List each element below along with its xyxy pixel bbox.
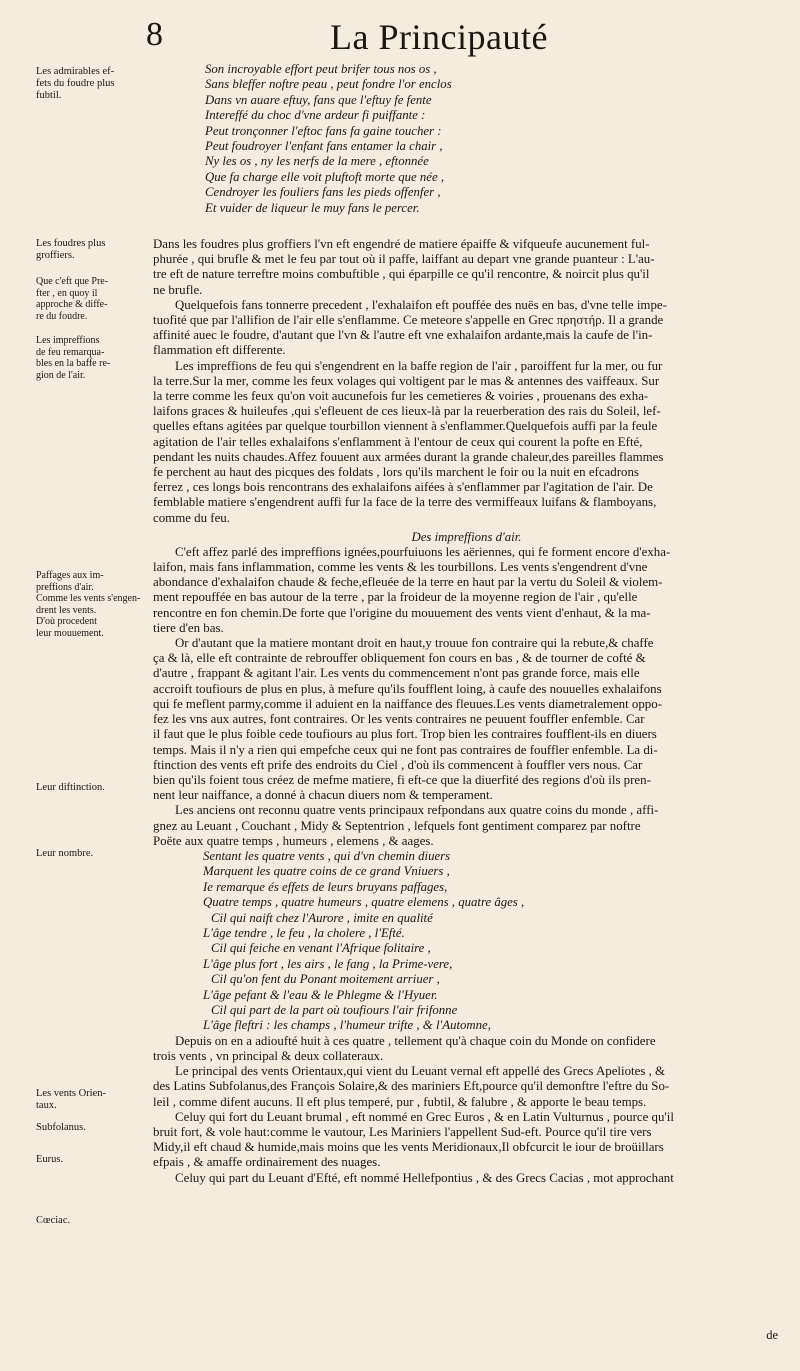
margin-note: Leur diftinction. bbox=[36, 782, 105, 793]
verse-line: L'âge plus fort , les airs , le fang , la Prime-vere, bbox=[203, 956, 453, 971]
margin-note: Eurus. bbox=[36, 1154, 64, 1165]
verse-line: L'âge pefant & l'eau & le Phlegme & l'Hyuer. bbox=[203, 987, 438, 1002]
text-line: temps. Mais il n'y a rien qui empefche ceux qui ne font pas contraires de fouffler enfemble. La di- bbox=[153, 742, 658, 757]
verse-line: L'âge tendre , le feu , la cholere , l'Efté. bbox=[203, 925, 405, 940]
text-line: Midy,il eft chaud & humide,mais moins que les vents Meridionaux,Il obfcurcit le iour de broüillars bbox=[153, 1140, 664, 1155]
margin-note: Les foudres plus groffiers. bbox=[36, 238, 106, 261]
verse-line: Dans vn auare eftuy, fans que l'eftuy fe fente bbox=[205, 92, 432, 107]
text-line: pendant les nuits chaudes.Affez fouuent aux armées durant la grande chaleur,des pareilles flammes bbox=[153, 449, 664, 464]
page-number: 8 bbox=[146, 16, 163, 53]
text-line: bien qu'ils foient tous créez de mefme matiere, fi eft-ce que la diuerfité des regions d'où ils pren- bbox=[153, 772, 651, 787]
text-line: femblable matiere s'engendrent auffi fur la face de la terre des vermiffeaux luifans & flamboyans, bbox=[153, 495, 657, 510]
text-line: quelles eftans agitées par quelque tourbillon viennent à s'enflammer.Quelquefois auffi par la feule bbox=[153, 419, 658, 434]
verse-line: Quatre temps , quatre humeurs , quatre elemens , quatre âges , bbox=[203, 895, 525, 910]
text-line: flammation eft differente. bbox=[153, 343, 286, 358]
text-line: qui fe meflent parmy,comme il aduient en la naiffance des fleuues.Les vents diametralement oppo- bbox=[153, 696, 662, 711]
text-line: tre eft de nature terreftre moins combuftible , qui éparpille ce qu'il rencontre, & noircit plus qu'il bbox=[153, 267, 650, 282]
verse-line: Cil qui part de la part où toufiours l'air frifonne bbox=[211, 1002, 458, 1017]
text-line: Celuy qui part du Leuant d'Efté, eft nommé Hellefpontius , & des Grecs Cacias , mot approchant bbox=[175, 1170, 674, 1185]
text-line: Les impreffions de feu qui s'engendrent en la baffe region de l'air , paroiffent fur la mer, ou fur bbox=[175, 358, 663, 373]
verse-line: Ny les os , ny les nerfs de la mere , eftonnée bbox=[205, 154, 429, 169]
paragraph-text bbox=[153, 636, 780, 803]
text-line: Depuis on en a adioufté huit à ces quatre , tellement qu'à chaque coin du Monde on confidere bbox=[175, 1033, 656, 1048]
margin-note: Les admirables ef- fets du foudre plus fubtil. bbox=[36, 66, 115, 101]
verse-line: Peut tronçonner l'eftoc fans fa gaine toucher : bbox=[205, 123, 442, 138]
verse-line: Sentant les quatre vents , qui d'vn chemin diuers bbox=[203, 848, 451, 863]
verse-line: Cil qui feiche en venant l'Afrique folitaire , bbox=[211, 941, 431, 956]
text-line: Quelquefois fans tonnerre precedent , l'exhalaifon eft pouffée des nuës en bas, d'vne telle impe- bbox=[175, 297, 667, 312]
text-line: la terre comme les feux qu'on voit aucunefois fur les cemetieres & voiries , prouenans des exha- bbox=[153, 389, 649, 404]
verse-line: Son incroyable effort peut brifer tous nos os , bbox=[205, 62, 437, 76]
paragraph-text bbox=[153, 803, 780, 849]
paragraph-text bbox=[153, 298, 780, 359]
text-line: comme du feu. bbox=[153, 510, 230, 525]
text-line: trois vents , vn principal & deux collateraux. bbox=[153, 1049, 384, 1063]
text-line: bruit fort, & vole haut:comme le vautour, Les Mariniers l'appellent Sud-eft. Pource qu'il tire vers bbox=[153, 1125, 652, 1140]
text-line: Or d'autant que la matiere montant droit en haut,y trouue fon contraire qui la rebute,& chaffe bbox=[175, 636, 654, 651]
verse-line: Que fa charge elle voit pluftoft morte que née , bbox=[205, 169, 445, 184]
paragraph-text bbox=[153, 359, 780, 526]
verse-line: Ie remarque és effets de leurs bruyans paffages, bbox=[203, 879, 448, 894]
text-line: abondance d'exhalaifon chaude & feche,efleuée de la terre en haut par la vertu du Soleil & violem- bbox=[153, 575, 663, 590]
text-line: nent leur naiffance, a donné à chacun diuers nom & temperament. bbox=[153, 788, 493, 803]
paragraph-text bbox=[153, 1034, 780, 1064]
text-line: d'autre , frappant & agitant l'air. Les vents du commencement n'ont pas grande force, mais elle bbox=[153, 666, 640, 681]
running-title: La Principauté bbox=[330, 17, 548, 57]
verse-block-2 bbox=[153, 849, 780, 1034]
text-line: la terre.Sur la mer, comme les feux volages qui voltigent par le mas & antennes des vaiffeaux. Sur bbox=[153, 373, 660, 388]
text-line: des Latins Subfolanus,des François Solaire,& des mariniers Eft,pource qu'il demonftre l'eftre du So- bbox=[153, 1079, 670, 1094]
text-line: ferrez , ces longs bois rencontrans des exhalaifons aifées à s'enflammer par l'agitation de l'air. De bbox=[153, 480, 653, 495]
verse-line: Et vuider de liqueur le muy fans le percer. bbox=[205, 200, 420, 215]
verse-line: Marquent les quatre coins de ce grand Vniuers , bbox=[203, 864, 450, 879]
text-line: ment repouffée en bas autour de la terre , par la froideur de la moyenne region de l'air , qu'elle bbox=[153, 590, 638, 605]
verse-line: Intereffé du choc d'vne ardeur fi puiffante : bbox=[205, 108, 426, 123]
paragraph-text bbox=[153, 1064, 780, 1110]
text-line: Les anciens ont reconnu quatre vents principaux refpondans aux quatre coins du monde , affi- bbox=[175, 803, 659, 818]
text-line: Dans les foudres plus groffiers l'vn eft engendré de matiere épaiffe & vifqueufe aucunement ful- bbox=[153, 237, 650, 251]
verse-block-1 bbox=[205, 62, 765, 216]
text-line: leil , comme difent aucuns. Il eft plus temperé, pur , fubtil, & falubre , & apporte le beau temps. bbox=[153, 1094, 647, 1109]
text-line: fe perchent au haut des picques des foldats , lors qu'ils marchent le foir ou la nuit en efcadrons bbox=[153, 465, 639, 480]
text-line: tiere d'en bas. bbox=[153, 620, 224, 635]
margin-note: Cœciac. bbox=[36, 1215, 71, 1226]
text-line: rencontre en fon chemin.De forte que l'origine du mouuement des vents vient d'enhaut, & la ma- bbox=[153, 605, 651, 620]
text-line: gnez au Leuant , Couchant , Midy & Septentrion , lefquels font gentiment comparez par noftre bbox=[153, 818, 641, 833]
paragraph-text bbox=[153, 545, 780, 636]
margin-note: Leur nombre. bbox=[36, 848, 94, 859]
text-line: C'eft affez parlé des impreffions ignées,pourfuiuons les aëriennes, qui fe forment encore d'exha- bbox=[175, 544, 671, 559]
text-line: ftinction des vents eft prife des endroits du Ciel , d'où ils commencent à fouffler vers nous. Car bbox=[153, 757, 643, 772]
paragraph bbox=[153, 237, 780, 1186]
paragraph-text bbox=[153, 1110, 780, 1171]
paragraph-text bbox=[153, 237, 780, 298]
text-line: Celuy qui fort du Leuant brumal , eft nommé en Grec Euros , & en Latin Vulturnus , pource qu'il bbox=[175, 1109, 674, 1124]
text-line: Le principal des vents Orientaux,qui vient du Leuant vernal eft appellé des Grecs Apeliotes , & bbox=[175, 1064, 666, 1079]
text-line: il faut que le plus foible cede toufiours au plus fort. Trop bien les contraires foufflent-ils en diuers bbox=[153, 727, 657, 742]
paragraph-text bbox=[153, 1171, 780, 1186]
text-line: efpais , & amaffe ordinairement des nuages. bbox=[153, 1155, 381, 1170]
margin-note: Que c'eft que Pre- fter , en quoy il approche & diffe- re du foudre. bbox=[36, 276, 109, 322]
verse-line: Cil qui naift chez l'Aurore , imite en qualité bbox=[211, 910, 433, 925]
text-line: Poëte aux quatre temps , humeurs , elemens , & aages. bbox=[153, 833, 434, 848]
text-line: affinité auec le foudre, d'autant que l'vn & l'autre eft vne exhalaifon ardante,mais la caufe de l'in- bbox=[153, 328, 653, 343]
text-line: laifons graces & huileufes ,qui s'efleuent de ces lieux-là par la reuerberation des rais du Soleil, lef- bbox=[153, 404, 661, 419]
text-line: accroift toufiours de plus en plus, à mefure qu'ils foufflent loing, à caufe des nouuelles exhalaifons bbox=[153, 681, 662, 696]
text-line: fez les vns aux autres, font contraires. Or les vents contraires ne peuuent fouffler enfemble. Car bbox=[153, 712, 645, 727]
text-line: ça & là, elle eft contrainte de rebrouffer obliquement fon cours en bas , & de tourner de cofté & bbox=[153, 651, 646, 666]
margin-note: Les impreffions de feu remarqua- bles en la baffe re- gion de l'air. bbox=[36, 335, 111, 381]
verse-line: L'âge fleftri : les champs , l'humeur trifte , & l'Automne, bbox=[203, 1018, 491, 1033]
verse-line: Peut foudroyer l'enfant fans entamer la chair , bbox=[205, 139, 443, 154]
margin-note: Subfolanus. bbox=[36, 1122, 86, 1133]
margin-note: Les vents Orien- taux. bbox=[36, 1088, 106, 1111]
margin-note: Paffages aux im- preffions d'air. Comme les vents s'engen- drent les vents. D'où procedent leur mouuement. bbox=[36, 570, 141, 639]
page-header bbox=[0, 16, 800, 66]
text-line: tuofité que par l'allifion de l'air elle s'enflamme. Ce meteore s'appelle en Grec πρηστήρ. Il a grande bbox=[153, 313, 664, 328]
verse-line: Sans bleffer noftre peau , peut fondre l'or enclos bbox=[205, 77, 452, 92]
verse-line: Cil qu'on fent du Ponant moitement arriuer , bbox=[211, 972, 440, 987]
section-subheading: Des impreffions d'air. bbox=[411, 529, 522, 544]
text-line: ne brufle. bbox=[153, 282, 203, 297]
text-line: agitation de l'air telles exhalaifons s'enflamment à l'entour de ceux qui courent la pofte en Efté, bbox=[153, 434, 643, 449]
catchword: de bbox=[766, 1328, 778, 1342]
text-line: laifon, mais fans inflammation, comme les vents & les tourbillons. Les vents s'engendrent d'vne bbox=[153, 560, 648, 575]
text-line: phurée , qui brufle & met le feu par tout où il paffe, laiffant au depart vne grande puanteur : L'au- bbox=[153, 252, 655, 267]
verse-line: Cendroyer les fouliers fans les pieds offenfer , bbox=[205, 185, 441, 200]
